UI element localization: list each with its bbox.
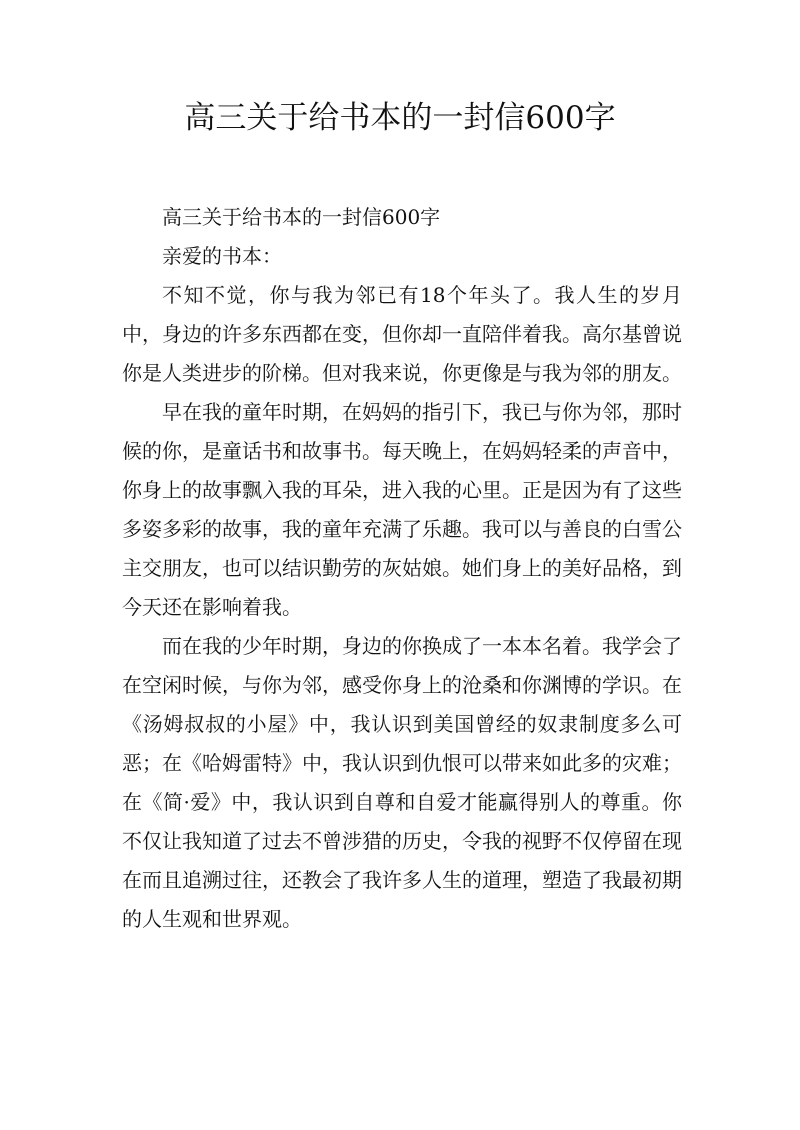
letter-salutation: 亲爱的书本： <box>162 244 282 268</box>
paragraph-2: 早在我的童年时期，在妈妈的指引下，我已与你为邻，那时候的你，是童话书和故事书。每天晚上，在妈妈轻柔的声音中，你身上的故事飘入我的耳朵，进入我的心里。正是因为有了这些多姿多彩的故事，我的童年充满了乐趣。我可以与善良的白雪公主交朋友，也可以结识勤劳的灰姑娘。她们身上的美好品格，到今天还在影响着我。 <box>122 400 682 619</box>
paragraph-3: 而在我的少年时期，身边的你换成了一本本名着。我学会了在空闲时候，与你为邻，感受你身上的沧桑和你渊博的学识。在《汤姆叔叔的小屋》中，我认识到美国曾经的奴隶制度多么可恶；在《哈姆雷特》中，我认识到仇恨可以带来如此多的灾难；在《简·爱》中，我认识到自尊和自爱才能赢得别人的尊重。你不仅让我知道了过去不曾涉猎的历史，令我的视野不仅停留在现在而且追溯过往，还教会了我许多人生的道理，塑造了我最初期的人生观和世界观。 <box>122 634 682 931</box>
letter-subtitle: 高三关于给书本的一封信600字 <box>162 205 441 229</box>
paragraph-1: 不知不觉，你与我为邻已有18个年头了。我人生的岁月中，身边的许多东西都在变，但你却一直陪伴着我。高尔基曾说你是人类进步的阶梯。但对我来说，你更像是与我为邻的朋友。 <box>122 283 682 385</box>
document-title: 高三关于给书本的一封信600字 <box>184 100 616 136</box>
letter-body <box>122 198 682 939</box>
